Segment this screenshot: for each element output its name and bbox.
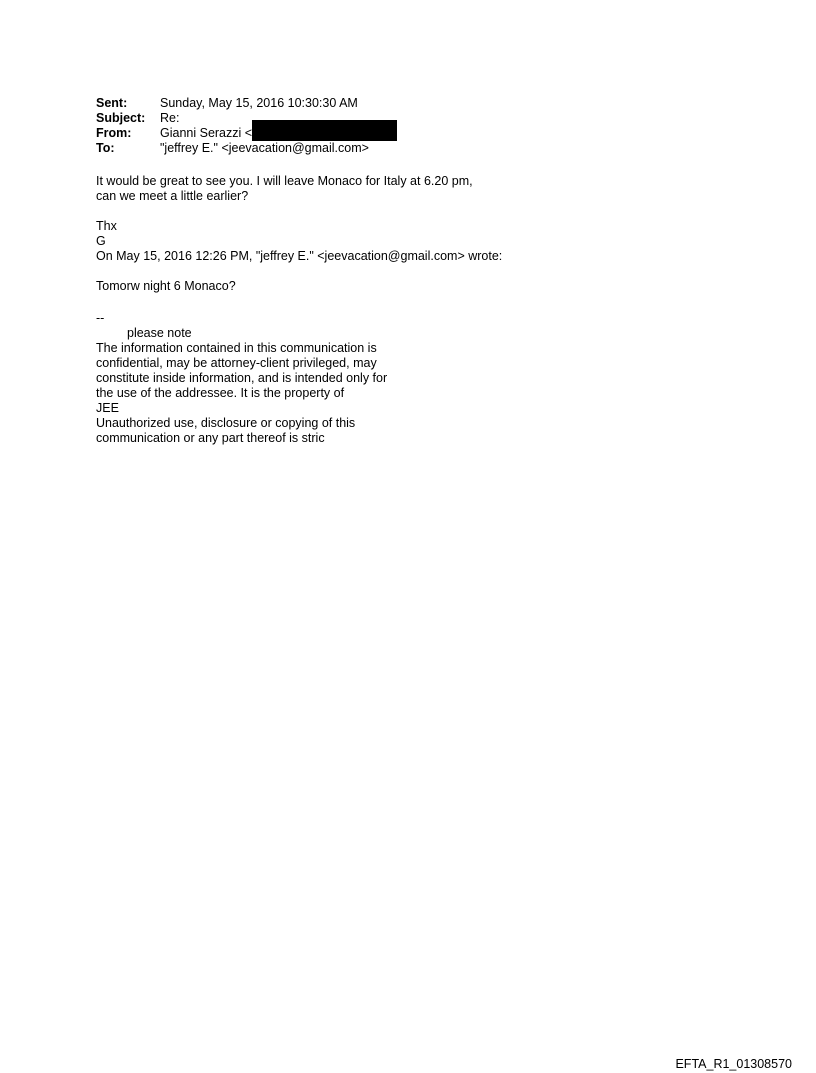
sent-value: Sunday, May 15, 2016 10:30:30 AM: [160, 96, 358, 110]
email-headers: [96, 96, 696, 156]
signature-note-heading: please note: [127, 326, 192, 340]
signoff-thx: Thx: [96, 219, 117, 233]
message-line: can we meet a little earlier?: [96, 189, 249, 203]
quoted-message: [96, 279, 236, 294]
signoff-block: [96, 219, 502, 264]
signature-line: confidential, may be attorney-client privileged, may: [96, 356, 377, 370]
sent-label: Sent:: [96, 96, 128, 110]
signature-block: [96, 311, 387, 446]
from-label: From:: [96, 126, 132, 140]
to-row: [96, 141, 696, 156]
quoted-message-text: Tomorw night 6 Monaco?: [96, 279, 236, 293]
from-value-wrap: [160, 126, 397, 141]
signature-line: constitute inside information, and is intended only for: [96, 371, 388, 385]
signature-line: the use of the addressee. It is the property of: [96, 386, 345, 400]
quote-header: On May 15, 2016 12:26 PM, "jeffrey E." <jeevacation@gmail.com> wrote:: [96, 249, 503, 263]
document-id: EFTA_R1_01308570: [675, 1057, 792, 1071]
from-row: [96, 126, 696, 141]
redaction-box: [252, 120, 397, 141]
message-line: It would be great to see you. I will leave Monaco for Italy at 6.20 pm,: [96, 174, 473, 188]
signature-line: The information contained in this communication is: [96, 341, 377, 355]
signature-line: communication or any part thereof is stric: [96, 431, 325, 445]
message-paragraph: [96, 174, 473, 204]
sent-row: [96, 96, 696, 111]
to-value: "jeffrey E." <jeevacation@gmail.com>: [160, 141, 369, 155]
signature-line: Unauthorized use, disclosure or copying of this: [96, 416, 356, 430]
from-value: Gianni Serazzi <: [160, 126, 253, 140]
signature-separator: --: [96, 311, 105, 325]
signoff-initial: G: [96, 234, 106, 248]
to-label: To:: [96, 141, 115, 155]
subject-label: Subject:: [96, 111, 146, 125]
signature-line: JEE: [96, 401, 119, 415]
subject-value: Re:: [160, 111, 180, 125]
